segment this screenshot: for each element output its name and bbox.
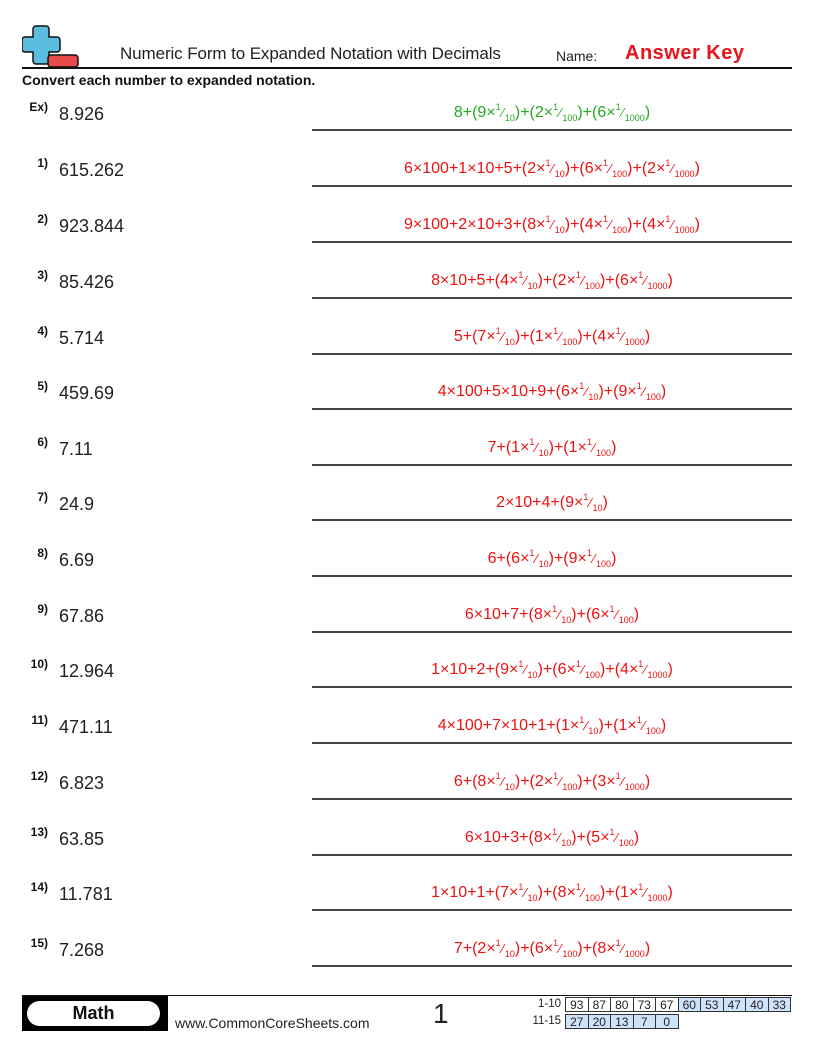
unit-fraction: $^1⁄_{10}$ xyxy=(529,548,549,569)
answer-line xyxy=(312,464,792,466)
problem-label: 15) xyxy=(30,936,48,950)
problem-number: 12.964 xyxy=(59,661,115,681)
answer-line xyxy=(312,742,792,744)
problem-label: 12) xyxy=(30,769,48,783)
answer-digit: 4 xyxy=(647,216,657,233)
unit-fraction: $^1⁄_{10}$ xyxy=(518,882,538,903)
problem-number: 7.268 xyxy=(59,940,105,960)
unit-fraction: $^1⁄_{10}$ xyxy=(583,492,603,513)
unit-fraction: $^1⁄_{10}$ xyxy=(518,659,538,680)
problem-number: 615.262 xyxy=(59,160,125,180)
score-cell: 73 xyxy=(633,997,657,1012)
answer-line xyxy=(312,965,792,967)
website-link[interactable]: www.CommonCoreSheets.com xyxy=(175,1015,370,1031)
subject-badge xyxy=(22,996,168,1031)
unit-fraction: $^1⁄_{1000}$ xyxy=(615,326,645,347)
unit-fraction: $^1⁄_{100}$ xyxy=(602,158,628,179)
problem-row xyxy=(0,212,816,252)
answer-digit: 6 xyxy=(534,940,544,957)
answer-line xyxy=(312,185,792,187)
expanded-answer: $1\times 10+1+(7\times^1⁄_{10})+(8\times^1⁄_{100})+(1\times^1⁄_{1000})$ xyxy=(431,882,673,903)
problem-row xyxy=(0,156,816,196)
problem-label: Ex) xyxy=(29,100,48,114)
score-cell: 33 xyxy=(768,997,792,1012)
problem-row xyxy=(0,324,816,364)
expanded-answer: $1\times 10+2+(9\times^1⁄_{10})+(6\times^1⁄_{100})+(4\times^1⁄_{1000})$ xyxy=(431,659,673,680)
answer-digit: 2 xyxy=(527,160,537,177)
plus-minus-logo-icon xyxy=(22,24,80,68)
answer-digit: 6 xyxy=(560,383,570,400)
answer-digit: 2 xyxy=(534,104,544,121)
unit-fraction: $^1⁄_{10}$ xyxy=(545,158,565,179)
problem-label: 11) xyxy=(31,713,48,727)
unit-fraction: $^1⁄_{10}$ xyxy=(495,102,515,123)
answer-digit: 8 xyxy=(527,216,537,233)
unit-fraction: $^1⁄_{100}$ xyxy=(575,882,601,903)
problem-row xyxy=(0,825,816,865)
problem-row xyxy=(0,769,816,809)
answer-whole-part: 6×10+3 xyxy=(464,829,520,846)
answer-whole-part: 6 xyxy=(487,550,497,567)
expanded-answer: $7+(2\times^1⁄_{10})+(6\times^1⁄_{100})+(8\times^1⁄_{1000})$ xyxy=(453,938,651,959)
unit-fraction: $^1⁄_{1000}$ xyxy=(615,771,645,792)
problem-row xyxy=(0,602,816,642)
score-cell: 20 xyxy=(588,1014,612,1029)
answer-digit: 1 xyxy=(618,717,628,734)
expanded-answer: $4\times 100+5\times 10+9+(6\times^1⁄_{10})+(9\times^1⁄_{100})$ xyxy=(437,381,667,402)
worksheet-title: Numeric Form to Expanded Notation with Decimals xyxy=(120,44,501,63)
problem-number: 8.926 xyxy=(59,104,105,124)
expanded-answer: $6+(8\times^1⁄_{10})+(2\times^1⁄_{100})+(3\times^1⁄_{1000})$ xyxy=(453,771,651,792)
answer-digit: 4 xyxy=(584,216,594,233)
answer-digit: 6 xyxy=(620,272,629,289)
answer-whole-part: 7 xyxy=(487,439,497,456)
answer-whole-part: 1×10+2 xyxy=(431,661,486,678)
answer-whole-part: 5 xyxy=(453,328,463,345)
unit-fraction: $^1⁄_{1000}$ xyxy=(615,102,645,123)
unit-fraction: $^1⁄_{1000}$ xyxy=(638,882,668,903)
problem-number: 85.426 xyxy=(59,272,115,292)
answer-line xyxy=(312,631,792,633)
problem-row xyxy=(0,657,816,697)
answer-digit: 1 xyxy=(534,328,544,345)
problem-row xyxy=(0,880,816,920)
score-cell: 53 xyxy=(700,997,724,1012)
answer-digit: 8 xyxy=(533,606,543,623)
problem-label: 14) xyxy=(30,880,48,894)
header-divider xyxy=(22,67,792,69)
answer-digit: 9 xyxy=(618,383,628,400)
problem-row xyxy=(0,546,816,586)
answer-digit: 1 xyxy=(560,717,570,734)
answer-digit: 4 xyxy=(500,272,510,289)
answer-digit: 9 xyxy=(565,494,574,511)
answer-digit: 8 xyxy=(597,940,607,957)
score-cell: 27 xyxy=(565,1014,589,1029)
answer-digit: 7 xyxy=(500,884,510,901)
problem-row xyxy=(0,490,816,530)
answer-digit: 6 xyxy=(591,606,601,623)
answer-line xyxy=(312,575,792,577)
expanded-answer: $9\times 100+2\times 10+3+(8\times^1⁄_{10})+(4\times^1⁄_{100})+(4\times^1⁄_{1000})$ xyxy=(404,214,700,235)
unit-fraction: $^1⁄_{10}$ xyxy=(545,214,565,235)
problem-number: 459.69 xyxy=(59,383,115,403)
instructions: Convert each number to expanded notation. xyxy=(22,72,316,88)
answer-digit: 2 xyxy=(557,272,567,289)
unit-fraction: $^1⁄_{100}$ xyxy=(553,102,578,123)
answer-digit: 4 xyxy=(597,328,607,345)
answer-line xyxy=(312,241,792,243)
score-cell: 80 xyxy=(610,997,634,1012)
answer-whole-part: 9×100+2×10+3 xyxy=(404,216,513,233)
problem-number: 11.781 xyxy=(59,884,113,904)
problem-label: 13) xyxy=(30,825,48,839)
problem-number: 5.714 xyxy=(59,328,105,348)
unit-fraction: $^1⁄_{10}$ xyxy=(552,827,572,848)
expanded-answer: $8+(9\times^1⁄_{10})+(2\times^1⁄_{100})+(6\times^1⁄_{1000})$ xyxy=(453,102,651,123)
score-row-label: 1-10 xyxy=(537,998,561,1010)
name-field-answer-key: Answer Key xyxy=(625,42,745,64)
problem-label: 1) xyxy=(37,156,48,170)
answer-line xyxy=(312,798,792,800)
answer-digit: 9 xyxy=(500,661,510,678)
problem-label: 8) xyxy=(37,546,48,560)
answer-line xyxy=(312,854,792,856)
problem-label: 6) xyxy=(37,435,48,449)
score-cell: 40 xyxy=(745,997,769,1012)
answer-line xyxy=(312,129,792,131)
problem-number: 471.11 xyxy=(59,717,113,737)
answer-digit: 1 xyxy=(568,439,578,456)
expanded-answer: $4\times 100+7\times 10+1+(1\times^1⁄_{10})+(1\times^1⁄_{100})$ xyxy=(437,715,667,736)
expanded-answer: $6\times 100+1\times 10+5+(2\times^1⁄_{10})+(6\times^1⁄_{100})+(2\times^1⁄_{1000})$ xyxy=(404,158,700,179)
answer-digit: 6 xyxy=(557,661,567,678)
subject-label: Math xyxy=(27,1001,160,1026)
unit-fraction: $^1⁄_{100}$ xyxy=(609,827,634,848)
unit-fraction: $^1⁄_{1000}$ xyxy=(638,270,668,291)
expanded-answer: $8\times 10+5+(4\times^1⁄_{10})+(2\times^1⁄_{100})+(6\times^1⁄_{1000})$ xyxy=(431,270,673,291)
unit-fraction: $^1⁄_{100}$ xyxy=(586,548,612,569)
unit-fraction: $^1⁄_{100}$ xyxy=(553,771,578,792)
unit-fraction: $^1⁄_{100}$ xyxy=(553,326,578,347)
unit-fraction: $^1⁄_{10}$ xyxy=(529,437,549,458)
answer-digit: 1 xyxy=(511,439,521,456)
problem-row xyxy=(0,435,816,475)
score-row-label: 11-15 xyxy=(532,1015,561,1027)
problem-label: 3) xyxy=(37,268,48,282)
unit-fraction: $^1⁄_{10}$ xyxy=(495,938,515,959)
unit-fraction: $^1⁄_{10}$ xyxy=(495,771,515,792)
expanded-answer: $6+(6\times^1⁄_{10})+(9\times^1⁄_{100})$ xyxy=(487,548,617,569)
answer-line xyxy=(312,297,792,299)
answer-whole-part: 2×10+4 xyxy=(496,494,551,511)
unit-fraction: $^1⁄_{100}$ xyxy=(602,214,628,235)
answer-whole-part: 8×10+5 xyxy=(431,272,486,289)
expanded-answer: $6\times 10+3+(8\times^1⁄_{10})+(5\times^1⁄_{100})$ xyxy=(464,827,640,848)
unit-fraction: $^1⁄_{10}$ xyxy=(579,381,599,402)
problem-row xyxy=(0,379,816,419)
unit-fraction: $^1⁄_{100}$ xyxy=(636,715,661,736)
problem-number: 67.86 xyxy=(59,606,105,626)
answer-digit: 2 xyxy=(647,160,657,177)
name-label: Name: xyxy=(556,48,598,64)
problem-row xyxy=(0,936,816,976)
problem-label: 5) xyxy=(37,379,48,393)
problem-label: 10) xyxy=(30,657,48,671)
score-cell: 60 xyxy=(678,997,702,1012)
answer-digit: 9 xyxy=(477,104,487,121)
problem-row xyxy=(0,713,816,753)
unit-fraction: $^1⁄_{1000}$ xyxy=(615,938,645,959)
answer-digit: 6 xyxy=(511,550,521,567)
score-cell: 93 xyxy=(565,997,589,1012)
problem-number: 24.9 xyxy=(59,494,95,514)
unit-fraction: $^1⁄_{10}$ xyxy=(495,326,515,347)
answer-digit: 4 xyxy=(620,661,629,678)
answer-whole-part: 7 xyxy=(453,940,463,957)
answer-whole-part: 6×100+1×10+5 xyxy=(404,160,513,177)
expanded-answer: $7+(1\times^1⁄_{10})+(1\times^1⁄_{100})$ xyxy=(487,437,617,458)
problem-number: 7.11 xyxy=(59,439,93,459)
score-cell: 13 xyxy=(610,1014,634,1029)
expanded-answer: $6\times 10+7+(8\times^1⁄_{10})+(6\times^1⁄_{100})$ xyxy=(464,604,640,625)
answer-digit: 7 xyxy=(477,328,487,345)
answer-line xyxy=(312,408,792,410)
answer-digit: 6 xyxy=(597,104,607,121)
score-cell: 47 xyxy=(723,997,747,1012)
unit-fraction: $^1⁄_{100}$ xyxy=(575,659,601,680)
unit-fraction: $^1⁄_{10}$ xyxy=(579,715,599,736)
unit-fraction: $^1⁄_{10}$ xyxy=(518,270,538,291)
problem-number: 63.85 xyxy=(59,829,105,849)
answer-digit: 2 xyxy=(477,940,487,957)
answer-digit: 3 xyxy=(597,773,607,790)
answer-line xyxy=(312,686,792,688)
unit-fraction: $^1⁄_{100}$ xyxy=(553,938,578,959)
answer-whole-part: 8 xyxy=(453,104,463,121)
answer-line xyxy=(312,353,792,355)
unit-fraction: $^1⁄_{100}$ xyxy=(586,437,612,458)
problem-number: 6.823 xyxy=(59,773,105,793)
unit-fraction: $^1⁄_{1000}$ xyxy=(665,158,695,179)
unit-fraction: $^1⁄_{100}$ xyxy=(609,604,634,625)
answer-whole-part: 6 xyxy=(453,773,463,790)
problem-number: 923.844 xyxy=(59,216,125,236)
answer-digit: 8 xyxy=(477,773,487,790)
problem-label: 4) xyxy=(37,324,48,338)
answer-whole-part: 4×100+5×10+9 xyxy=(437,383,547,400)
page-number: 1 xyxy=(433,998,449,1029)
answer-digit: 8 xyxy=(557,884,567,901)
score-cell: 0 xyxy=(655,1014,679,1029)
unit-fraction: $^1⁄_{100}$ xyxy=(575,270,601,291)
problem-label: 7) xyxy=(37,490,48,504)
answer-digit: 9 xyxy=(568,550,578,567)
problem-number: 6.69 xyxy=(59,550,95,570)
answer-line xyxy=(312,519,792,521)
problem-label: 9) xyxy=(37,602,48,616)
answer-whole-part: 4×100+7×10+1 xyxy=(437,717,547,734)
score-cell: 67 xyxy=(655,997,679,1012)
answer-digit: 8 xyxy=(533,829,543,846)
unit-fraction: $^1⁄_{100}$ xyxy=(636,381,661,402)
expanded-answer: $2\times 10+4+(9\times^1⁄_{10})$ xyxy=(496,492,608,513)
expanded-answer: $5+(7\times^1⁄_{10})+(1\times^1⁄_{100})+(4\times^1⁄_{1000})$ xyxy=(453,326,651,347)
answer-digit: 2 xyxy=(534,773,544,790)
unit-fraction: $^1⁄_{10}$ xyxy=(552,604,572,625)
score-cell: 7 xyxy=(633,1014,657,1029)
answer-whole-part: 6×10+7 xyxy=(464,606,520,623)
answer-line xyxy=(312,909,792,911)
answer-digit: 1 xyxy=(620,884,629,901)
answer-whole-part: 1×10+1 xyxy=(431,884,486,901)
unit-fraction: $^1⁄_{1000}$ xyxy=(665,214,695,235)
answer-digit: 6 xyxy=(584,160,594,177)
problem-label: 2) xyxy=(37,212,48,226)
unit-fraction: $^1⁄_{1000}$ xyxy=(638,659,668,680)
problem-row xyxy=(0,268,816,308)
answer-digit: 5 xyxy=(591,829,601,846)
example-row xyxy=(0,100,816,140)
score-cell: 87 xyxy=(588,997,612,1012)
